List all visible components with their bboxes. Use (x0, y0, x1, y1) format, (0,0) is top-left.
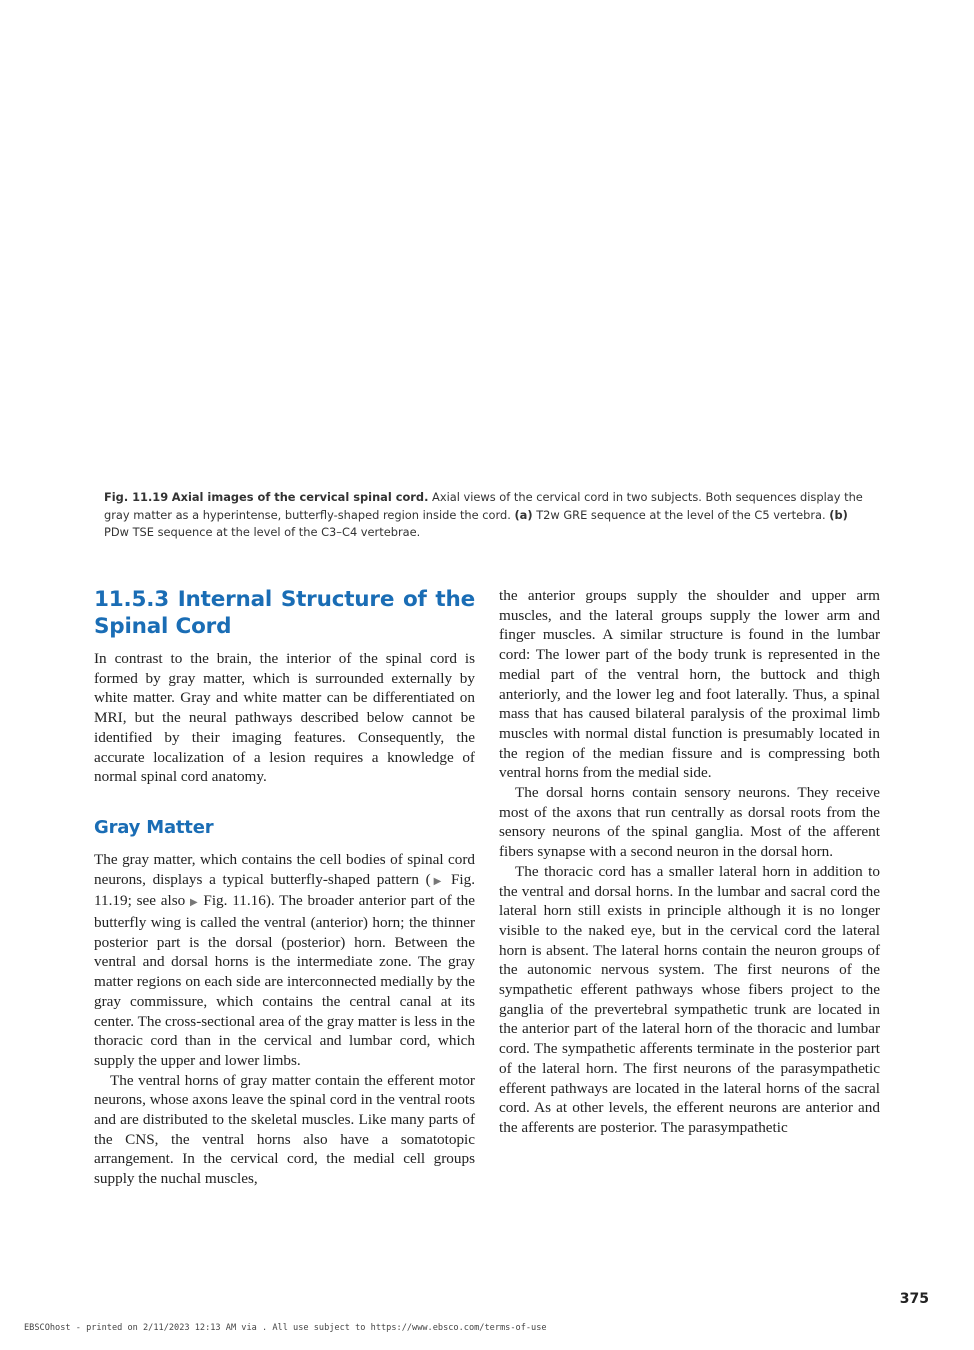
figure-link-arrow-icon: ▶ (189, 897, 199, 909)
gray-matter-paragraph-4: The thoracic cord has a smaller lateral horn in addition to the ventral and dorsal horns. In the lumbar and sacral cord the lateral horn still exists in principle although it is no longer visible to the naked eye, but in the cervical cord the lateral horn is absent. The lateral horns contain the neuron groups of the autonomic nervous system. The first neurons of the sympathetic efferent pathways whose fibers project to the ganglia of the prevertebral sympathetic trunk are located in the anterior part of the lateral horn of the thoracic and lumbar cord. The sympathetic afferents terminate in the posterior part of the lateral horn. The first neurons of the parasympathetic efferent pathways are located in the lateral horns of the sacral cord. As at other levels, the efferent neurons are anterior and the afferents are posterior. The parasympathetic (499, 862, 880, 1136)
gray-matter-paragraph-1: The gray matter, which contains the cell bodies of spinal cord neurons, displays a typical butterfly-shaped pattern (▶ Fig. 11.19; see also ▶ Fig. 11.16). The broader anterior part of the butterfly wing is called the ventral (anterior) horn; the thinner posterior part is the dorsal (posterior) horn. Between the ventral and dorsal horns is the intermediate zone. The gray matter regions on each side are interconnected medially by the gray commissure, which contains the central canal at its center. The cross-sectional area of the gray matter is less in the thoracic cord than in the cervical and lumbar cord, which supply the upper and lower limbs. (94, 850, 476, 1069)
panel-b-text: PDw TSE sequence at the level of the C3–C4 vertebrae. (104, 525, 421, 539)
gray-matter-paragraph-3: The dorsal horns contain sensory neurons. They receive most of the axons that run centrally as dorsal roots from the sensory neurons of the spinal ganglia. Most of the afferent fibers synapse with a second neuron in the dorsal horn. (499, 784, 880, 861)
figure-label: Fig. 11.19 (104, 490, 169, 504)
gray-matter-paragraph-2: The ventral horns of gray matter contain the efferent motor neurons, whose axons leave the spinal cord in the ventral roots and are distributed to the skeletal muscles. Like many parts of the CNS, the ventral horns also have a somatotopic arrangement. In the cervical cord, the medial cell groups supply the nuchal muscles, (94, 1071, 475, 1188)
footer-print-notice: EBSCOhost - printed on 2/11/2023 12:13 AM via . All use subject to https://www.ebsco.com/terms-of-use (24, 1323, 547, 1333)
panel-b-label: (b) (829, 507, 848, 522)
panel-a-label: (a) (514, 507, 533, 522)
figure-title: Axial images of the cervical spinal cord. (171, 490, 429, 504)
figure-caption (104, 489, 876, 542)
figure-image-area (94, 20, 880, 480)
right-column (499, 586, 880, 1138)
gray-matter-heading: Gray Matter (94, 816, 214, 838)
figure-reference-link[interactable]: Fig. 11.16 (203, 892, 266, 910)
left-column (94, 586, 475, 1189)
page-number: 375 (899, 1291, 929, 1307)
gray-matter-paragraph-2-continued: the anterior groups supply the shoulder and upper arm muscles, and the lateral groups supply the lower arm and finger muscles. A similar structure is found in the lumbar cord: The lower part of the body trunk is represented in the medial part of the ventral horn, the buttock and thigh anteriorly, and the lower leg and foot laterally. Thus, a spinal mass that has caused bilateral paralysis of the proximal limb muscles with normal distal function is presumably located in the region of the median fissure and is compressing both ventral horns from the medial side. (499, 587, 880, 782)
section-heading: 11.5.3 Internal Structure of the Spinal Cord (94, 587, 475, 639)
section-intro-paragraph: In contrast to the brain, the interior of the spinal cord is formed by gray matter, which is surrounded externally by white matter. Gray and white matter can be differentiated on MRI, but the neural pathways described below cannot be identified by their imaging features. Consequently, the accurate localization of a lesion requires a knowledge of normal spinal cord anatomy. (94, 650, 475, 786)
panel-a-text: T2w GRE sequence at the level of the C5 vertebra. (536, 507, 826, 522)
figure-link-arrow-icon: ▶ (430, 875, 445, 887)
figure-caption-text: Axial views of the cervical cord in two subjects. Both sequences display the gray matter as a hyperintense, butterfly-shaped region inside the cord. (104, 490, 863, 522)
figure-reference-link[interactable]: Fig. 11.19 (94, 870, 476, 910)
